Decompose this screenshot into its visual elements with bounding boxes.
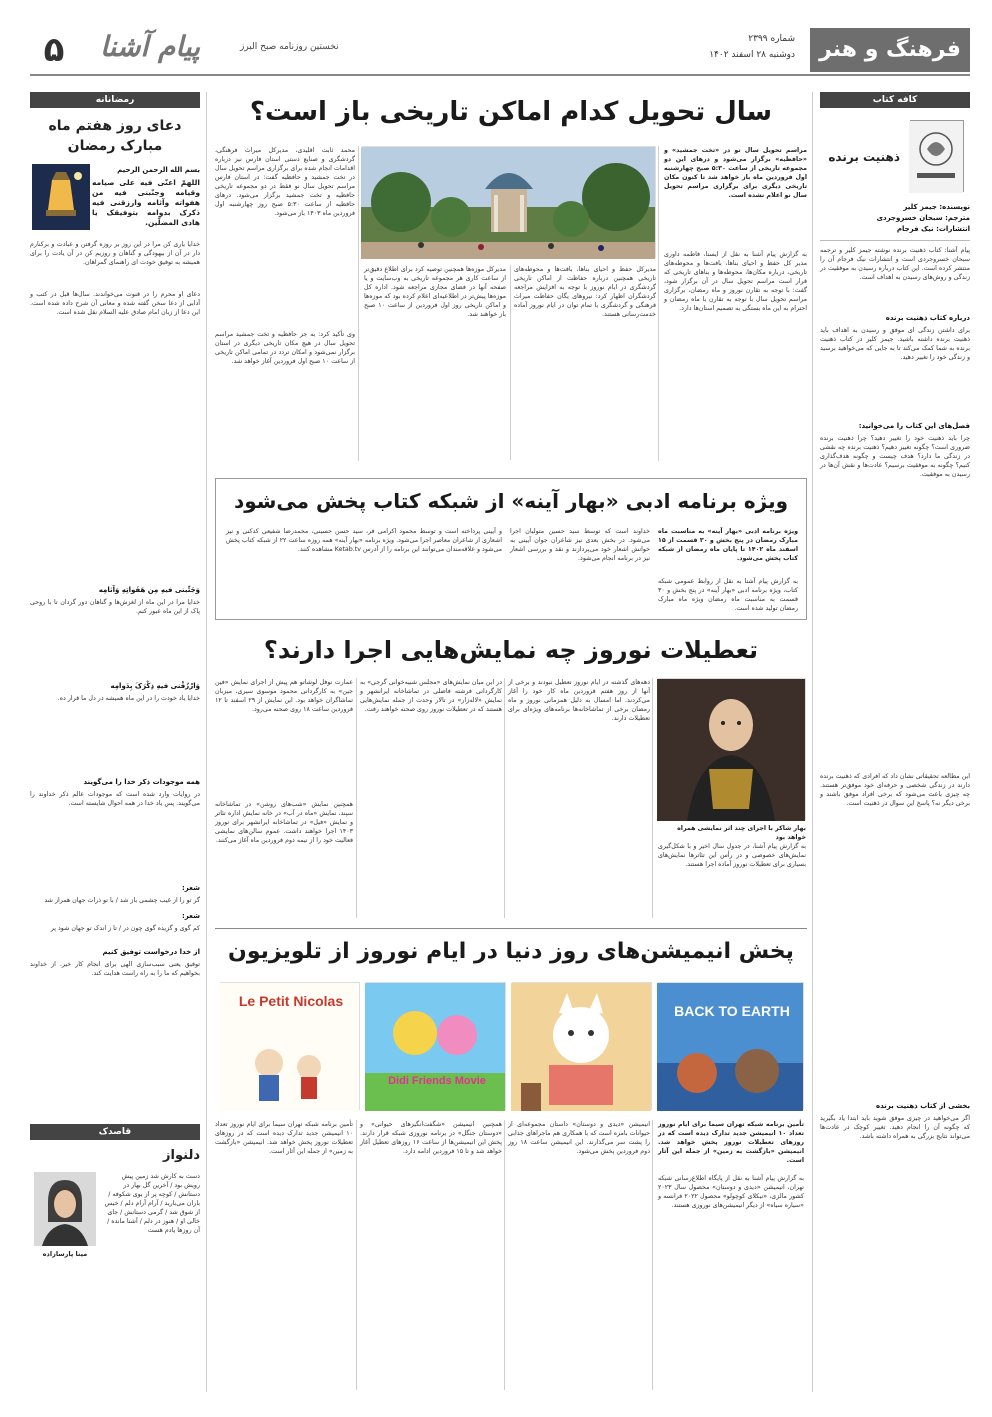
ramadan-poem-heading: شعر:: [182, 884, 200, 892]
norooz-theater-body3: عمارت نوفل لوشاتو هم پیش از اجرای نمایش «فین جین» به کارگردانی محمود موسوی سیری، میزبان تماشاگران خواهد بود. این نمایش از ۲۹ اسفند تا ۱۲ فروردین ساعت ۱۸ روی صحنه می‌رود.: [215, 679, 353, 713]
bahar-ayeneh-box: [215, 478, 807, 620]
poster-didi-label: Didi Friends Movie: [388, 1075, 486, 1087]
book-cafe-tag: کافه کتاب: [820, 92, 970, 108]
poem-title: دلنواز: [163, 1148, 200, 1163]
ramadan-tag: رمضانانه: [30, 92, 200, 108]
sal-tahvil-body4: محمد ثابت اقلیدی، مدیرکل میراث فرهنگی، گردشگری و صنایع دستی استان فارس نیز درباره اقدامات انجام شده برای برگزاری مراسم تحویل سال در تخت جمشید و حافظیه گفت: در استان فارس مراسم تحویل سال نو فقط در دو مجموعه تاریخی حافظیه و تخت جمشید برگزار می‌شود. درهای حافظیه از ساعت ۵:۳۰ صبح روز چهارشنبه اول فروردین ماه ۱۴۰۳ باز می‌شود.: [215, 147, 355, 217]
page-number: ۵: [43, 30, 65, 70]
ramadan-column: [30, 92, 200, 912]
actor-caption: بهار شاکر با اجرای چند اثر نمایشی همراه خواهد بود: [677, 825, 806, 841]
animations-body1: تأمین برنامه شبکه تهران سیما برای ایام نوروز تعداد ۱۰ انیمیشن جدید تدارک دیده است که در روزهای تعطیلات نوروز پخش خواهد شد. انیمیشن «بازگشت به زمین» از جمله این آثار است.: [658, 1121, 804, 1164]
hafezieh-photo: [362, 146, 656, 258]
poster-back-to-earth-label: BACK TO EARTH: [674, 1003, 790, 1019]
poster-zibi-icon: [511, 983, 651, 1111]
actor-image-icon: [657, 679, 805, 821]
norooz-theater-body1: دهه‌های گذشته در ایام نوروز تعطیل نبودند و برخی از آنها از روز هفتم فروردین ماه کار خود را آغاز می‌کردند. اما امسال به دلیل همزمانی نوروز و ماه رمضان برخی از تماشاخانه‌ها برنامه‌های ویژه‌ای برای تعطیلات دارند.: [508, 679, 650, 722]
book-cover: [910, 120, 964, 192]
book-excerpt: اگر می‌خواهید در چیزی موفق شوید باید ابتدا یاد بگیرید که چگونه آن را انجام دهید. تغییر کوچک در عادت‌ها می‌تواند نتایج بزرگی به همراه داشته باشد.: [820, 1115, 970, 1140]
sal-tahvil-body2: مدیرکل حفظ و احیای بناها، بافت‌ها و محوطه‌های تاریخی همچنین درباره حفاظت از اماکن تاریخی گردشگری در ایام نوروز با توجه به افزایش مراجعه گردشگران اظهار کرد: نیروهای یگان حفاظت میراث فرهنگی و گردشگری با تمام توان در ایام نوروز آماده خدمت‌رسانی هستند.: [514, 266, 656, 318]
poet-photo: [34, 1172, 96, 1246]
sal-tahvil-body3: مدیرکل موزه‌ها همچنین توصیه کرد برای اطلاع دقیق‌تر از ساعت کاری هر مجموعه تاریخی به وب‌سایت و یا صفحه آنها در فضای مجازی مراجعه شود. اداره کل موزه‌ها پیش‌تر در اطلاعیه‌ای اعلام کرده بود که موزه‌ها و اماکن تاریخی روز اول فروردین از ساعت ۱۰ صبح باز خواهند شد.: [364, 266, 506, 318]
lantern-icon: [32, 164, 90, 230]
bahar-ayeneh-title: ویژه برنامه ادبی «بهار آینه» از شبکه کتاب پخش می‌شود: [233, 489, 789, 513]
poet-avatar-icon: [34, 1172, 96, 1246]
issue-number: شماره ۲۳۹۹: [748, 34, 795, 44]
poster-didi: [366, 982, 506, 1110]
dua-text: اللهمّ اعنّی فیه علی صیامه وقیامه وجنّبنی فیه من هفواته وآثامه وارزقنی فیه ذکرک بدوامه بتوفیقک یا هادی المضلّین.: [92, 178, 200, 227]
ramadan-h2: وَارْزُقْنی فیهِ ذِکْرَکَ بِدَوامِه: [110, 682, 200, 690]
animations-body4: همچنین انیمیشن «شگفت‌انگیزهای حیوانی» و «دوستان جنگل» در برنامه نوروزی شبکه قرار دارند. پخش این انیمیشن‌ها از ساعت ۱۶ روزهای تعطیل آغاز خواهد شد و تا ۱۵ فروردین ادامه دارد.: [360, 1121, 503, 1155]
sal-tahvil-body1: به گزارش پیام آشنا به نقل از ایسنا، فاطمه داوری مدیر کل حفظ و احیای بناها، بافت‌ها و محوطه‌های تاریخی، درباره مکان‌ها، محوطه‌ها و بناهای تاریخی که قرار است مراسم تحویل سال در آن برگزار شود، گفت: با توجه به تقارن نوروز و ماه رمضان، برگزاری مراسم تحویل سال با توجه به تقارن با ماه رمضان و احترام به این ماه بستگی به تصمیم استان‌ها دارد.: [664, 251, 807, 312]
ramadan-poem2-heading: شعر:: [182, 912, 200, 920]
poet-name: مینا پارسازاده: [42, 1250, 88, 1258]
ramadan-continued: [30, 912, 200, 1112]
book-credits: [820, 202, 970, 235]
bahar-ayeneh-lead: ویژه برنامه ادبی «بهار آینه» به مناسبت ماه مبارک رمضان در پنج بخش و ۳۰ قسمت از ۱۵ اسفند ماه ۱۴۰۲ تا پایان ماه رمضان از شبکه کتاب پخش می‌شود.: [658, 528, 798, 562]
article-sal-tahvil-title: سال تحویل کدام اماکن تاریخی باز است؟: [249, 97, 773, 127]
book-cover-icon: [909, 121, 963, 193]
norooz-theater-title: تعطیلات نوروز چه نمایش‌هایی اجرا دارند؟: [263, 636, 759, 664]
book-excerpt-heading: بخشی از کتاب ذهنیت برنده: [875, 1102, 970, 1110]
ramadan-p4: توفیق یعنی سبب‌سازی الهی برای انجام کار خیر. از خداوند بخواهیم که ما را به راه راست هدایت کند.: [30, 961, 200, 977]
poster-didi-icon: [365, 983, 505, 1111]
ramadan-title: دعای روز هفتم ماه مبارک رمضان: [48, 118, 182, 154]
ramadan-h4: از خدا درخواست توفیق کنیم: [102, 948, 200, 956]
book-intro: پیام آشنا: کتاب ذهنیت برنده نوشته جیمز کلیر و ترجمه سبحان خسروجردی است و انتشارات نیک فرجام آن را منتشر کرده است. این کتاب درباره رسیدن به موفقیت در زندگی و روش‌های رسیدن به اهداف است.: [820, 247, 970, 281]
book-translator: مترجم: سبحان خسروجردی: [876, 214, 970, 222]
animations-title: پخش انیمیشن‌های روز دنیا در ایام نوروز از تلویزیون: [228, 939, 794, 964]
book-cafe-column: [820, 92, 970, 1392]
masthead: [30, 28, 970, 76]
poem-verses: دست به کارش شد زمین پیش رویش بود / آخرین گل بهار در دستانش / کوچه پر از بوی شکوفه / باران می‌بارید / آرام آرام دلم / خیس از شوق شد / گرمی دستانش / جای خالی او / هنوز در دلم / آشنا مانده / آن روزها یادم هست: [104, 1173, 200, 1234]
ramadan-h1: وَجَنِّبنی فیهِ مِن هَفَواتِهِ وَآثامِه: [98, 586, 200, 594]
lantern-image: [32, 164, 90, 230]
ramadan-h3: همه موجودات ذکر خدا را می‌گویند: [83, 778, 200, 786]
dua-header: بسم الله الرحمن الرحیم: [117, 166, 200, 174]
ramadan-p1: خدایا مرا در این ماه از لغزش‌ها و گناهان دور گردان تا با روحی پاک از این ماه عبور کنم.: [30, 599, 200, 615]
tagline: نخستین روزنامه صبح البرز: [240, 42, 339, 52]
book-chapters-text: چرا باید ذهنیت خود را تغییر دهید؟ چرا ذهنیت برنده ضروری است؟ چگونه تغییر دهیم؟ ذهنیت برنده چه نقشی در زندگی ما دارد؟ هدف چیست و چگونه هدف‌گذاری کنیم؟ چگونه به موفقیت برسیم؟ عادت‌ها و نقش آن‌ها در رسیدن به موفقیت.: [820, 435, 970, 478]
book-about-text: برای داشتن زندگی ای موفق و رسیدن به اهداف باید ذهنیت برنده داشته باشید. جیمز کلیر در کتاب ذهنیت برنده به شما کمک می‌کند تا به جایی که می‌خواهید برسید و زندگی خود را تغییر دهید.: [820, 327, 970, 361]
poster-back-to-earth: [658, 982, 804, 1110]
poster-zibi: [512, 982, 652, 1110]
ramadan-poem2: کم گوی و گزیده گوی چون در / تا ز اندک تو جهان شود پر: [50, 925, 200, 932]
bahar-ayeneh-body1: خداوند است که توسط سید حسین متولیان اجرا می‌شود. در بخش بعدی نیز شاعران جوان آیینی به خوانش اشعار خود می‌پردازند و نقد و بررسی اشعار نیز در برنامه انجام می‌شود.: [510, 528, 650, 562]
sal-tahvil-lead: مراسم تحویل سال نو در «تخت جمشید» و «حافظیه» برگزار می‌شود و درهای این دو مجموعه تاریخی از ساعت ۵:۳۰ صبح چهارشنبه اول فروردین ماه باز خواهد شد تا کنون مکان تاریخی دیگری برای برگزاری مراسم تحویل سال نو اعلام نشده است.: [664, 147, 807, 199]
section-banner: [810, 28, 970, 72]
hafezieh-image-icon: [361, 147, 655, 259]
section-title: فرهنگ و هنر: [819, 37, 961, 62]
norooz-theater-body2: در این میان نمایش‌های «مجلس شبیه‌خوانی گرجی» به کارگردانی فرشته فاضلی در تماشاخانه ایرانشهر و نمایش «لاله‌زار» در تالار وحدت از جمله نمایش‌هایی هستند که در تعطیلات نوروز روی صحنه خواهند رفت.: [360, 679, 502, 713]
animations-body3: انیمیشن «دیدی و دوستان» داستان مجموعه‌ای از حیوانات بامزه است که با همکاری هم ماجراهای جذابی را پشت سر می‌گذارند. این انیمیشن ساعت ۱۸ روز دوم فروردین پخش می‌شود.: [508, 1121, 650, 1155]
logo: پیام آشنا: [100, 30, 201, 63]
dua-translation: خدایا یاری کن مرا در این روز بر روزه گرفتن و عبادت و برکنارم دار در آن از بیهودگی و گناهان و روزیم کن در آن یادت را برای همیشه به توفیق خودت ای راهنمای گمراهان.: [30, 241, 200, 266]
poster-petit-nicolas-label: Le Petit Nicolas: [238, 993, 344, 1009]
norooz-theater-intro: به گزارش پیام آشنا، در جدول سال اخیر و با شکل‌گیری نمایش‌های خصوصی و در رأس این تئاترها نمایش‌های بسیاری برای تعطیلات نوروز آماده اجرا هستند.: [658, 843, 806, 868]
book-body: این مطالعه تحقیقاتی نشان داد که افرادی که ذهنیت برنده دارند در زندگی شخصی و حرفه‌ای خود موفق‌تر هستند. چه چیزی باعث می‌شود که برخی افراد موفق باشند و برخی دیگر نه؟ پاسخ این سوال در ذهنیت است.: [820, 773, 970, 807]
book-chapters-heading: فصل‌های این کتاب را می‌خوانید:: [858, 422, 970, 430]
book-author: نویسنده: جیمز کلیر: [903, 203, 970, 211]
book-publisher: انتشارات: نیک فرجام: [896, 225, 970, 233]
actor-photo: [658, 678, 806, 820]
animations-body2: به گزارش پیام آشنا به نقل از پایگاه اطلاع‌رسانی شبکه تهران، انیمیشن «دیدی و دوستان» محصول سال ۲۰۲۳ کشور مالزی، «نیکلای کوچولو» محصول ۲۰۲۲ فرانسه و «سیاره سیاه» از دیگر انیمیشن‌های نوروزی هستند.: [658, 1175, 804, 1209]
ramadan-poem: گر تو را از غیب چشمی باز شد / با تو ذرات جهان همراز شد: [44, 897, 200, 904]
poem-tag: قاصدک: [30, 1124, 200, 1140]
ramadan-body: دعای او محرم را در قنوت می‌خواندند. سال‌ها قبل در کتب و آدابی از دعا سخن گفته شده و معانی آن شرح داده شده است. این دعا از زبان امام صادق علیه السلام نقل شده است.: [30, 291, 200, 316]
animations-body5: تأمین برنامه شبکه تهران سیما برای ایام نوروز تعداد ۱۰ انیمیشن جدید تدارک دیده است که در روزهای تعطیلات نوروز پخش خواهد شد. انیمیشن «بازگشت به زمین» از جمله این آثار است.: [215, 1121, 353, 1155]
bahar-ayeneh-body2: و آیینی پرداخته است و توسط محمود اکرامی فر، سید حسن حسینی، محمدرضا شفیعی کدکنی و نیز اشعاری از شاعران معاصر اجرا می‌شود. ویژه برنامه «بهار آینه» همه روزه ساعت ۲۲ از شبکه کتاب پخش می‌شود و علاقه‌مندان می‌توانند این برنامه را از آدرس Ketab.tv مشاهده کنند.: [226, 528, 502, 553]
bahar-ayeneh-intro: به گزارش پیام آشنا به نقل از روابط عمومی شبکه کتاب، ویژه برنامه ادبی «بهار آینه» در پنج بخش و ۳۰ قسمت به مناسبت ماه رمضان ویژه ماه مبارک رمضان تولید شده است.: [658, 578, 798, 612]
norooz-theater-body4: همچنین نمایش «شب‌های روشن» در تماشاخانه سپند، نمایش «ماه در آب» در خانه نمایش اداره تئاتر و نمایش «فیل» در تماشاخانه ایرانشهر برای نوروز ۱۴۰۳ اجرا خواهند داشت. عموم سالن‌های نمایشی فعالیت خود را از نیمه دوم فروردین ماه آغاز می‌کنند.: [215, 801, 353, 844]
poster-petit-nicolas: [220, 982, 360, 1110]
sal-tahvil-body5: وی تأکید کرد: به جز حافظیه و تخت جمشید مراسم تحویل سال در هیچ مکان تاریخی دیگری در استان برگزار نمی‌شود و امکان تردد در تمامی اماکن تاریخی از ساعت ۱۰ صبح اول فروردین آغاز خواهد شد.: [215, 331, 355, 365]
book-about-heading: درباره کتاب ذهنیت برنده: [885, 314, 970, 322]
ramadan-p3: در روایات وارد شده است که موجودات عالم ذکر خداوند را می‌گویند. پس یاد خدا در همه احوال شایسته است.: [30, 791, 200, 807]
book-title: ذهنیت برنده: [828, 150, 900, 164]
ramadan-p2: خدایا یاد خودت را در این ماه همیشه در دل ما قرار ده.: [57, 695, 200, 702]
issue-date: دوشنبه ۲۸ اسفند ۱۴۰۲: [709, 50, 795, 60]
poem-box: [30, 1124, 200, 1392]
